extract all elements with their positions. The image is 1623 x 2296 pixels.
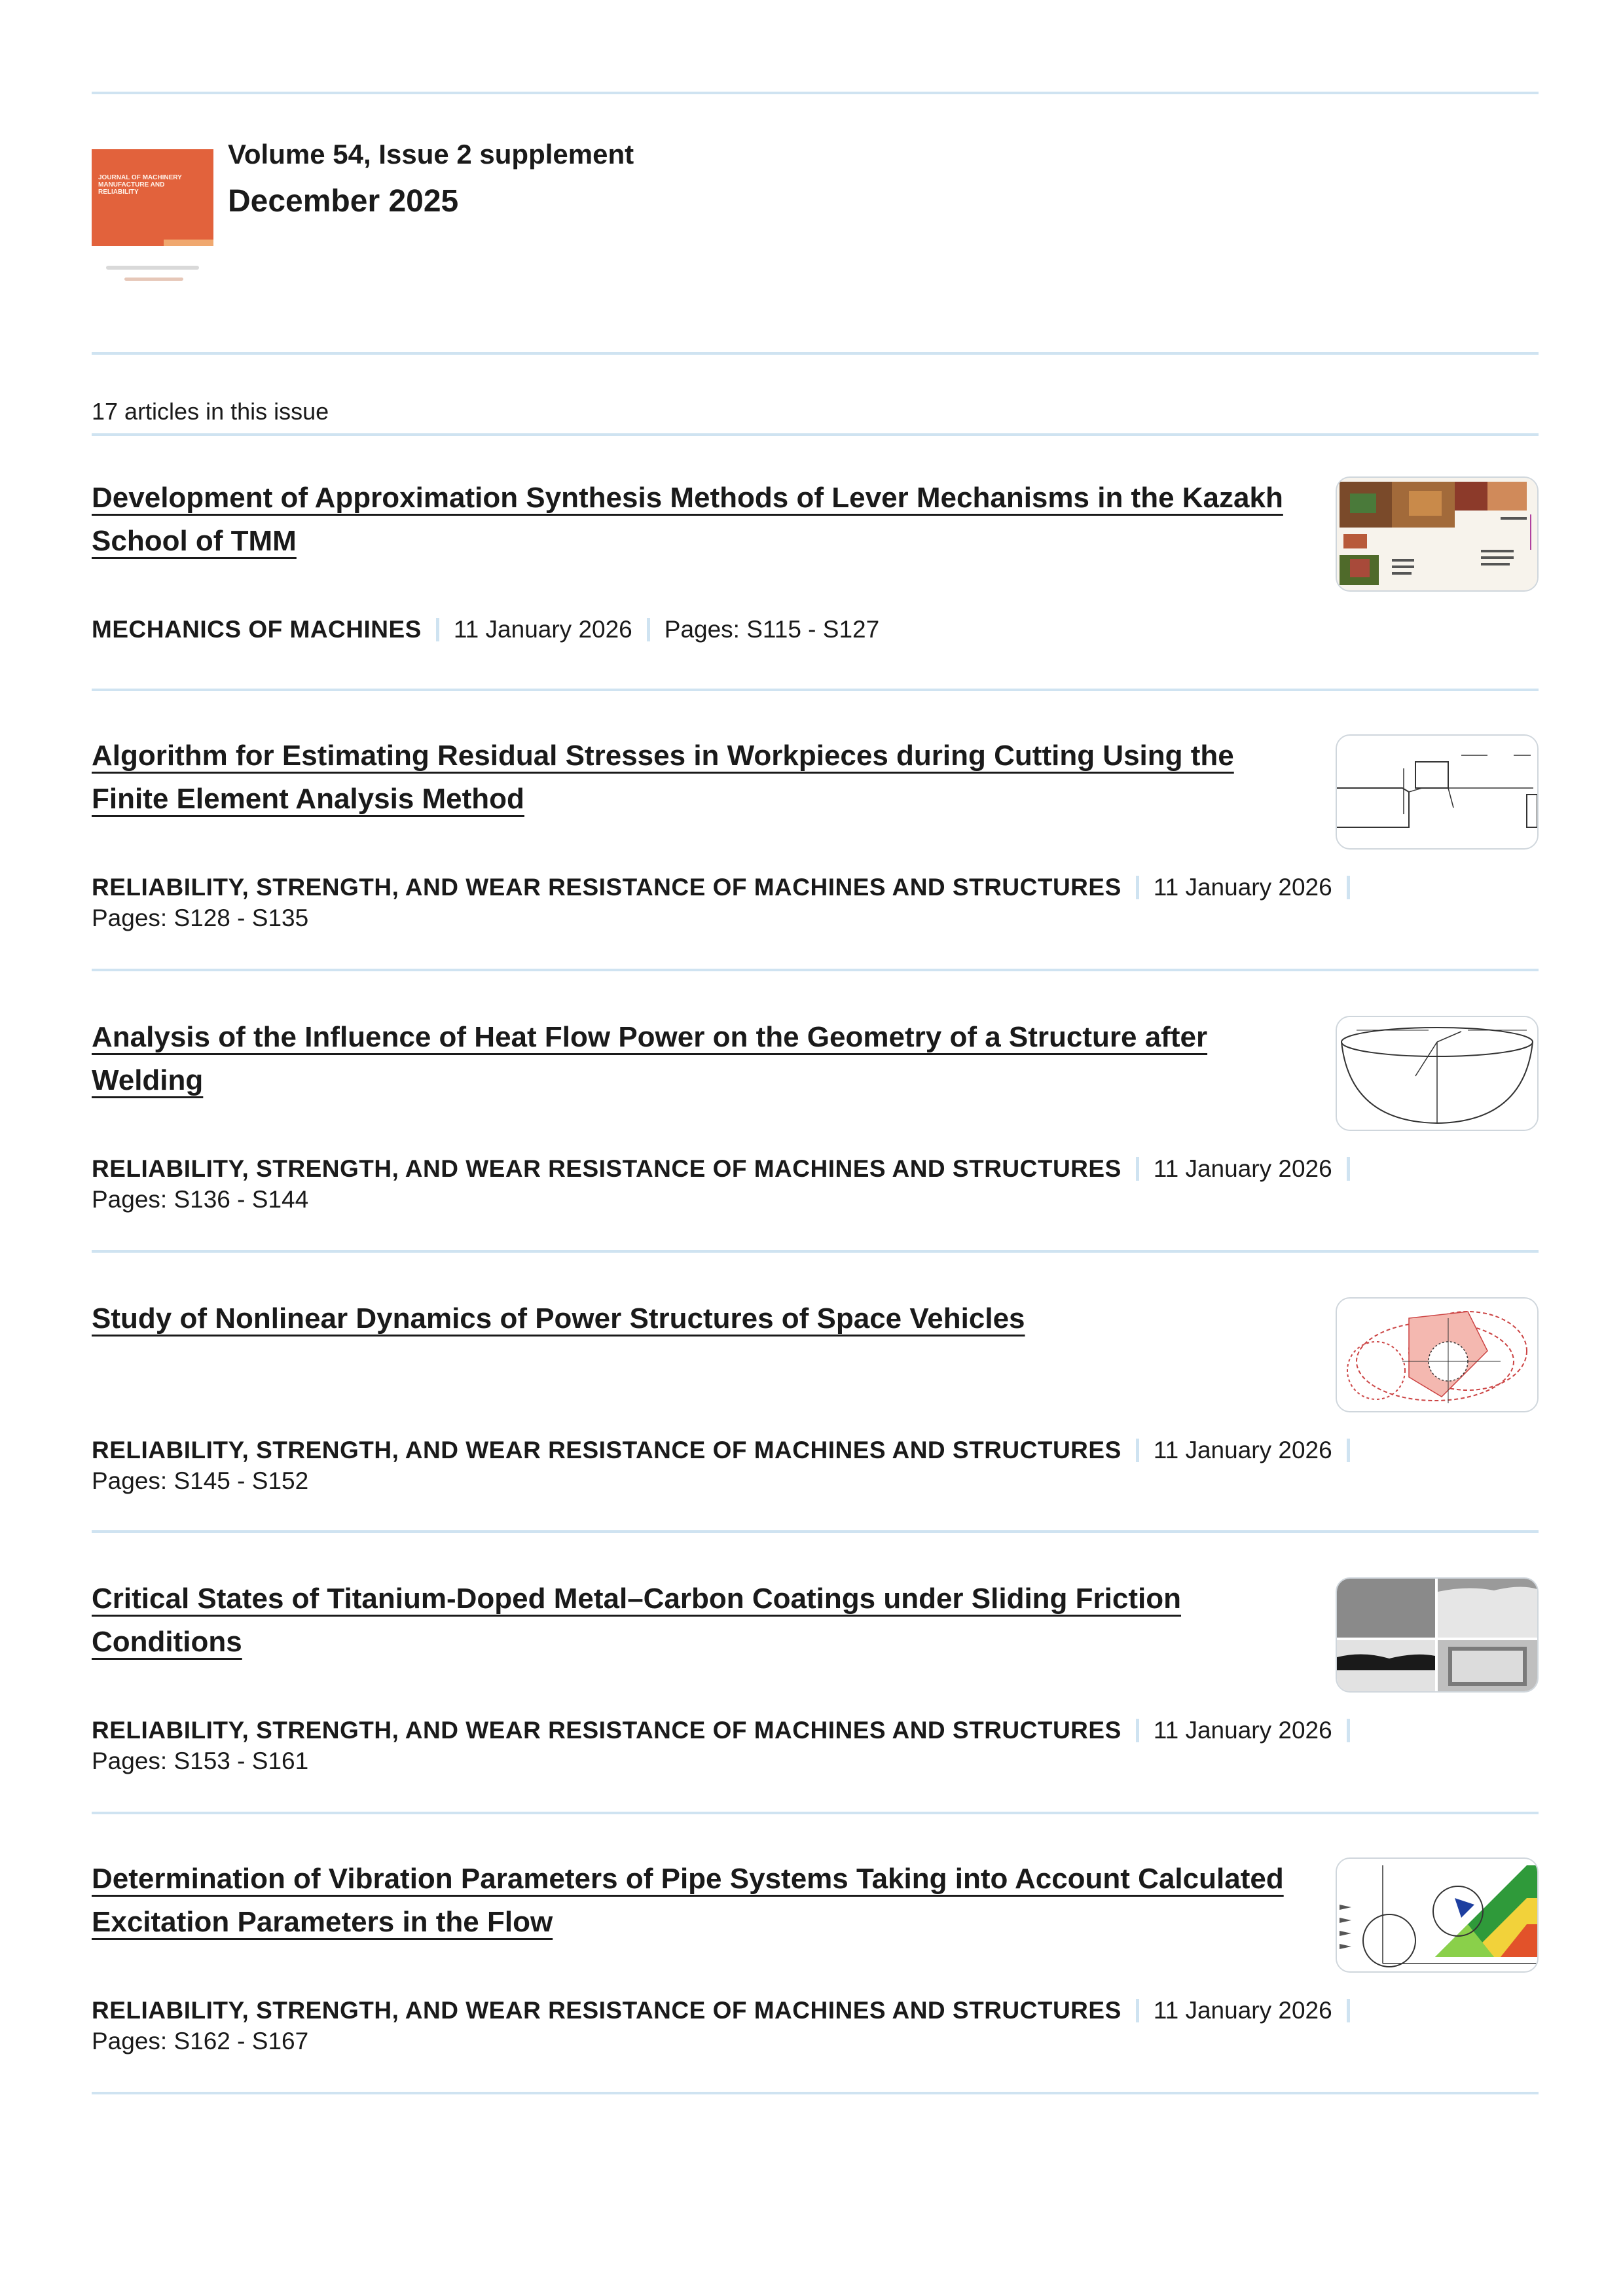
- meta-separator: [1136, 1719, 1139, 1742]
- article-divider: [92, 689, 1539, 691]
- meta-separator: [1136, 1999, 1139, 2022]
- collage-image-icon: [1337, 478, 1537, 590]
- article-pages: Pages: S162 - S167: [92, 2028, 309, 2054]
- article-section: RELIABILITY, STRENGTH, AND WEAR RESISTANCE OF MACHINES AND STRUCTURES: [92, 1155, 1122, 1182]
- header-divider: [92, 352, 1539, 355]
- article-item: [92, 1297, 1539, 1494]
- meta-separator: [436, 618, 439, 641]
- article-title: [92, 476, 1290, 563]
- article-divider: [92, 1250, 1539, 1253]
- ellipse-diagram-icon: [1337, 1017, 1537, 1130]
- article-pages: Pages: S136 - S144: [92, 1186, 309, 1213]
- issue-date: December 2025: [228, 184, 459, 219]
- bottom-divider: [92, 2092, 1539, 2094]
- article-thumbnail[interactable]: [1336, 734, 1539, 850]
- article-meta: [92, 1715, 1375, 1776]
- article-divider: [92, 1530, 1539, 1533]
- article-title: [92, 1297, 1290, 1340]
- cutting-diagram-icon: [1337, 736, 1537, 848]
- cover-stripe: [164, 240, 213, 246]
- article-title-link[interactable]: Study of Nonlinear Dynamics of Power Structures of Space Vehicles: [92, 1302, 1025, 1335]
- flow-diagram-icon: [1337, 1859, 1537, 1971]
- article-divider: [92, 969, 1539, 971]
- cover-title: JOURNAL OF MACHINERY MANUFACTURE AND RELIABILITY: [98, 174, 182, 196]
- journal-cover-image[interactable]: [92, 137, 213, 292]
- meta-separator: [1347, 1719, 1350, 1742]
- meta-separator: [1136, 1157, 1139, 1181]
- article-section: RELIABILITY, STRENGTH, AND WEAR RESISTANCE OF MACHINES AND STRUCTURES: [92, 1717, 1122, 1744]
- articles-count: 17 articles in this issue: [92, 398, 329, 425]
- meta-separator: [1347, 1157, 1350, 1181]
- micrograph-image-icon: [1337, 1579, 1537, 1691]
- article-date: 11 January 2026: [1153, 1717, 1332, 1744]
- article-thumbnail[interactable]: [1336, 476, 1539, 592]
- article-item: [92, 1857, 1539, 2054]
- top-divider: [92, 92, 1539, 94]
- article-pages: Pages: S153 - S161: [92, 1748, 309, 1774]
- article-meta: [92, 614, 1375, 645]
- article-title-link[interactable]: Critical States of Titanium-Doped Metal–Carbon Coatings under Sliding Friction Conditions: [92, 1583, 1181, 1658]
- meta-separator: [1347, 876, 1350, 899]
- meta-separator: [1347, 1999, 1350, 2022]
- article-section: MECHANICS OF MACHINES: [92, 616, 422, 643]
- article-pages: Pages: S145 - S152: [92, 1467, 309, 1494]
- article-title-link[interactable]: Determination of Vibration Parameters of Pipe Systems Taking into Account Calculated Excitation Parameters in the Flow: [92, 1863, 1284, 1938]
- article-title: [92, 1577, 1290, 1664]
- article-thumbnail[interactable]: [1336, 1577, 1539, 1693]
- issue-header: [92, 137, 1539, 308]
- article-title-link[interactable]: Development of Approximation Synthesis Methods of Lever Mechanisms in the Kazakh School of TMM: [92, 482, 1283, 557]
- publisher-mark-icon: [124, 278, 183, 281]
- article-item: [92, 476, 1539, 673]
- article-date: 11 January 2026: [1153, 1437, 1332, 1463]
- issue-volume: Volume 54, Issue 2 supplement: [228, 139, 634, 170]
- article-thumbnail[interactable]: [1336, 1297, 1539, 1412]
- article-title-link[interactable]: Algorithm for Estimating Residual Stresses in Workpieces during Cutting Using the Finite Element Analysis Method: [92, 740, 1234, 815]
- article-meta: [92, 1435, 1375, 1496]
- article-title: [92, 734, 1290, 821]
- article-title: [92, 1016, 1290, 1102]
- article-thumbnail[interactable]: [1336, 1016, 1539, 1131]
- meta-separator: [1136, 876, 1139, 899]
- article-divider: [92, 1812, 1539, 1814]
- list-divider: [92, 433, 1539, 436]
- article-section: RELIABILITY, STRENGTH, AND WEAR RESISTANCE OF MACHINES AND STRUCTURES: [92, 1997, 1122, 2024]
- meta-separator: [1347, 1439, 1350, 1462]
- article-meta: [92, 872, 1375, 933]
- article-pages: Pages: S128 - S135: [92, 905, 309, 931]
- cover-panel: [92, 149, 213, 246]
- meta-separator: [647, 618, 650, 641]
- article-date: 11 January 2026: [1153, 1155, 1332, 1182]
- article-item: [92, 1016, 1539, 1212]
- article-section: RELIABILITY, STRENGTH, AND WEAR RESISTANCE OF MACHINES AND STRUCTURES: [92, 874, 1122, 901]
- article-meta: [92, 1153, 1375, 1215]
- article-title-link[interactable]: Analysis of the Influence of Heat Flow Power on the Geometry of a Structure after Welding: [92, 1021, 1208, 1096]
- meta-separator: [1136, 1439, 1139, 1462]
- article-title: [92, 1857, 1290, 1944]
- article-pages: Pages: S115 - S127: [664, 616, 880, 643]
- publisher-logo-icon: [106, 266, 199, 270]
- article-date: 11 January 2026: [1153, 874, 1332, 901]
- article-item: [92, 1577, 1539, 1774]
- dynamics-diagram-icon: [1337, 1299, 1537, 1411]
- article-item: [92, 734, 1539, 931]
- article-meta: [92, 1995, 1375, 2056]
- article-section: RELIABILITY, STRENGTH, AND WEAR RESISTANCE OF MACHINES AND STRUCTURES: [92, 1437, 1122, 1463]
- article-date: 11 January 2026: [453, 616, 632, 643]
- article-thumbnail[interactable]: [1336, 1857, 1539, 1973]
- article-date: 11 January 2026: [1153, 1997, 1332, 2024]
